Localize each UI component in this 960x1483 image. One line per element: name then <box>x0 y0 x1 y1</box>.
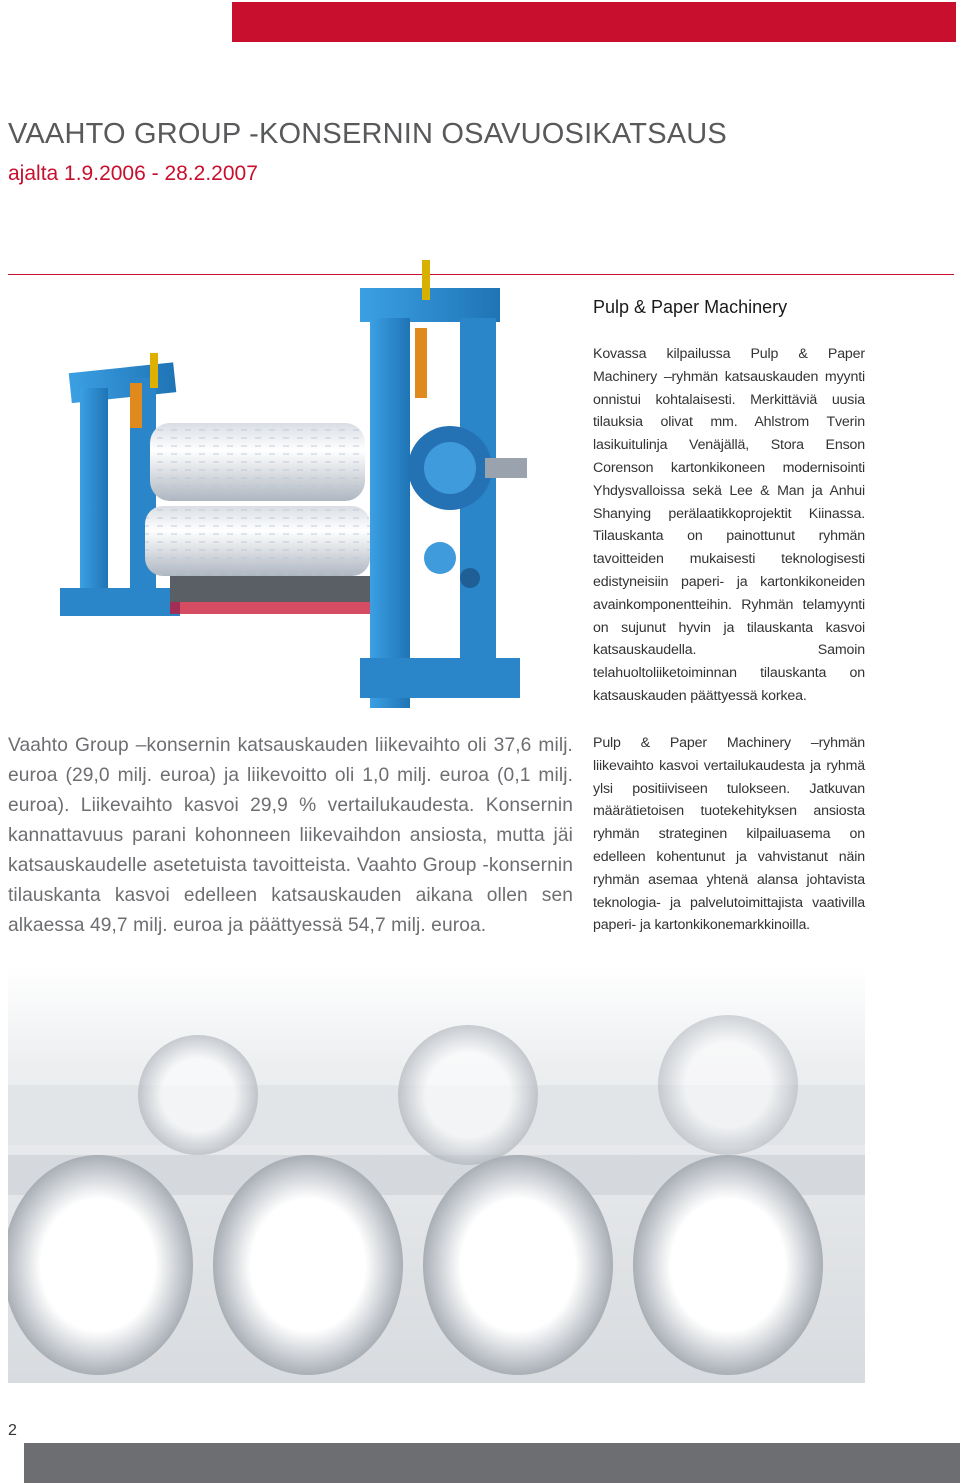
page-number: 2 <box>8 1422 17 1439</box>
section-paragraph-1: Kovassa kilpailussa Pulp & Paper Machinery –ryhmän katsauskauden myynti onnistui kohtalaisesti. Merkittäviä uusia tilauksia olivat mm. Ahlstrom Tverin lasikuitulinja Venäjällä, Stora Enson Corenson kartonkikoneen modernisointi Yhdysvalloissa sekä Lee & Man ja Anhui Shanying perälaatikkoprojektit Kiinassa. Tilauskanta on painottunut ryhmän tavoitteiden mukaisesti teknologisesti edistyneisiin paperi- ja kartonkikoneiden avainkomponentteihin. Ryhmän telamyynti on sujunut hyvin ja tilauskanta kasvoi katsauskaudella. Samoin telahuoltoliiketoiminnan tilauskanta on katsauskauden päättyessä korkea. <box>593 346 865 704</box>
header-accent-bar <box>232 2 956 42</box>
paper-machine-illustration <box>30 258 565 718</box>
page-subtitle: ajalta 1.9.2006 - 28.2.2007 <box>8 162 258 185</box>
lead-paragraph: Vaahto Group –konsernin katsauskauden liikevaihto oli 37,6 milj. euroa (29,0 milj. euroa) ja liikevoitto oli 1,0 milj. euroa (0,1 milj. euroa). Liikevaihto kasvoi 29,9 % vertailukaudesta. Konsernin kannattavuus parani kohonneen liikevaihdon ansiosta, mutta jäi katsauskaudelle asetetuista tavoitteista. Vaahto Group -konsernin tilauskanta kasvoi edelleen katsauskauden aikana ollen sen alkaessa 49,7 milj. euroa ja päättyessä 54,7 milj. euroa. <box>8 735 573 936</box>
footer-bar <box>24 1443 960 1483</box>
section-paragraph-2: Pulp & Paper Machinery –ryhmän liikevaihto kasvoi vertailukaudesta ja ryhmä ylsi positiiviseen tulokseen. Jatkuvan määrätietoisen tuotekehityksen ansiosta ryhmän strateginen kilpailuasema on edelleen kohentunut ja vahvistanut näin ryhmän asemaa yhtenä alansa johtavista teknologia- ja palvelutoimittajista vaativilla paperi- ja kartonkikonemarkkinoilla. <box>593 735 865 934</box>
page-title: VAAHTO GROUP -KONSERNIN OSAVUOSIKATSAUS <box>8 118 727 150</box>
pipes-background-image <box>8 965 865 1383</box>
section-heading: Pulp & Paper Machinery <box>593 297 788 317</box>
